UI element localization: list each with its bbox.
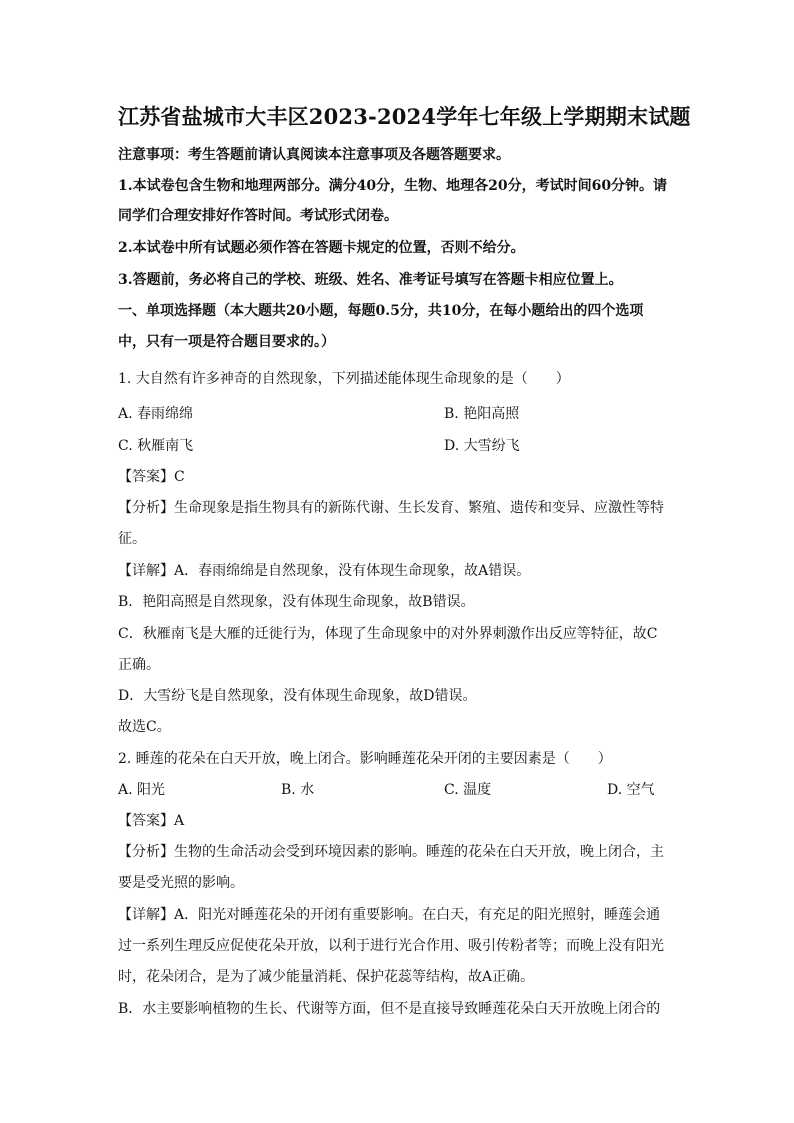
question-1-stem: 1. 大自然有许多神奇的自然现象，下列描述能体现生命现象的是（ ） xyxy=(118,371,570,387)
question-1-option-d: D. 大雪纷飞 xyxy=(444,438,520,454)
question-2-answer: 【答案】A xyxy=(118,813,185,829)
question-2-option-a: A. 阳光 xyxy=(118,782,166,798)
question-2-analysis-line-1: 【分析】生物的生命活动会受到环境因素的影响。睡莲的花朵在白天开放，晚上闭合，主 xyxy=(118,844,664,860)
question-1-detail-d: D．大雪纷飞是自然现象，没有体现生命现象，故D错误。 xyxy=(118,688,477,704)
question-2-detail-a-line-2: 过一系列生理反应促使花朵开放，以利于进行光合作用、吸引传粉者等；而晚上没有阳光 xyxy=(118,938,664,954)
question-2-option-d: D. 空气 xyxy=(607,782,655,798)
notice-item-2: 2.本试卷中所有试题必须作答在答题卡规定的位置，否则不给分。 xyxy=(118,240,525,256)
notice-item-1-line-1: 1.本试卷包含生物和地理两部分。满分40分，生物、地理各20分，考试时间60分钟。请 xyxy=(118,178,668,194)
question-1-detail-a: 【详解】A．春雨绵绵是自然现象，没有体现生命现象，故A错误。 xyxy=(118,563,531,579)
question-1-detail-c-line-1: C．秋雁南飞是大雁的迁徙行为，体现了生命现象中的对外界刺激作出反应等特征，故C xyxy=(118,626,658,642)
question-1-option-a: A. 春雨绵绵 xyxy=(118,406,194,422)
question-2-detail-a-line-3: 时，花朵闭合，是为了减少能量消耗、保护花蕊等结构，故A正确。 xyxy=(118,969,535,985)
question-1-detail-b: B．艳阳高照是自然现象，没有体现生命现象，故B错误。 xyxy=(118,594,475,610)
document-title: 江苏省盐城市大丰区2023-2024学年七年级上学期期末试题 xyxy=(118,104,691,129)
question-2-detail-b-line-1: B．水主要影响植物的生长、代谢等方面，但不是直接导致睡莲花朵白天开放晚上闭合的 xyxy=(118,1001,661,1017)
question-2-option-c: C. 温度 xyxy=(444,782,492,798)
question-2-stem: 2. 睡莲的花朵在白天开放，晚上闭合。影响睡莲花朵开闭的主要因素是（ ） xyxy=(118,751,612,767)
section-heading-line-1: 一、单项选择题（本大题共20小题，每题0.5分，共10分，在每小题给出的四个选项 xyxy=(118,303,644,319)
question-1-conclusion: 故选C。 xyxy=(118,719,171,735)
question-2-detail-a-line-1: 【详解】A．阳光对睡莲花朵的开闭有重要影响。在白天，有充足的阳光照射，睡莲会通 xyxy=(118,907,661,923)
notice-item-1-line-2: 同学们合理安排好作答时间。考试形式闭卷。 xyxy=(118,208,398,224)
question-1-option-b: B. 艳阳高照 xyxy=(444,406,520,422)
section-heading-line-2: 中，只有一项是符合题目要求的。） xyxy=(118,334,335,350)
notice-item-3: 3.答题前，务必将自己的学校、班级、姓名、准考证号填写在答题卡相应位置上。 xyxy=(118,272,623,288)
question-2-analysis-line-2: 要是受光照的影响。 xyxy=(118,875,244,891)
question-1-answer: 【答案】C xyxy=(118,469,185,485)
question-2-option-b: B. 水 xyxy=(281,782,315,798)
question-1-detail-c-line-2: 正确。 xyxy=(118,657,160,673)
question-1-option-c: C. 秋雁南飞 xyxy=(118,438,194,454)
question-1-analysis-line-2: 征。 xyxy=(118,531,146,547)
question-1-analysis-line-1: 【分析】生命现象是指生物具有的新陈代谢、生长发育、繁殖、遗传和变异、应激性等特 xyxy=(118,500,664,516)
notice-heading: 注意事项：考生答题前请认真阅读本注意事项及各题答题要求。 xyxy=(118,147,510,163)
